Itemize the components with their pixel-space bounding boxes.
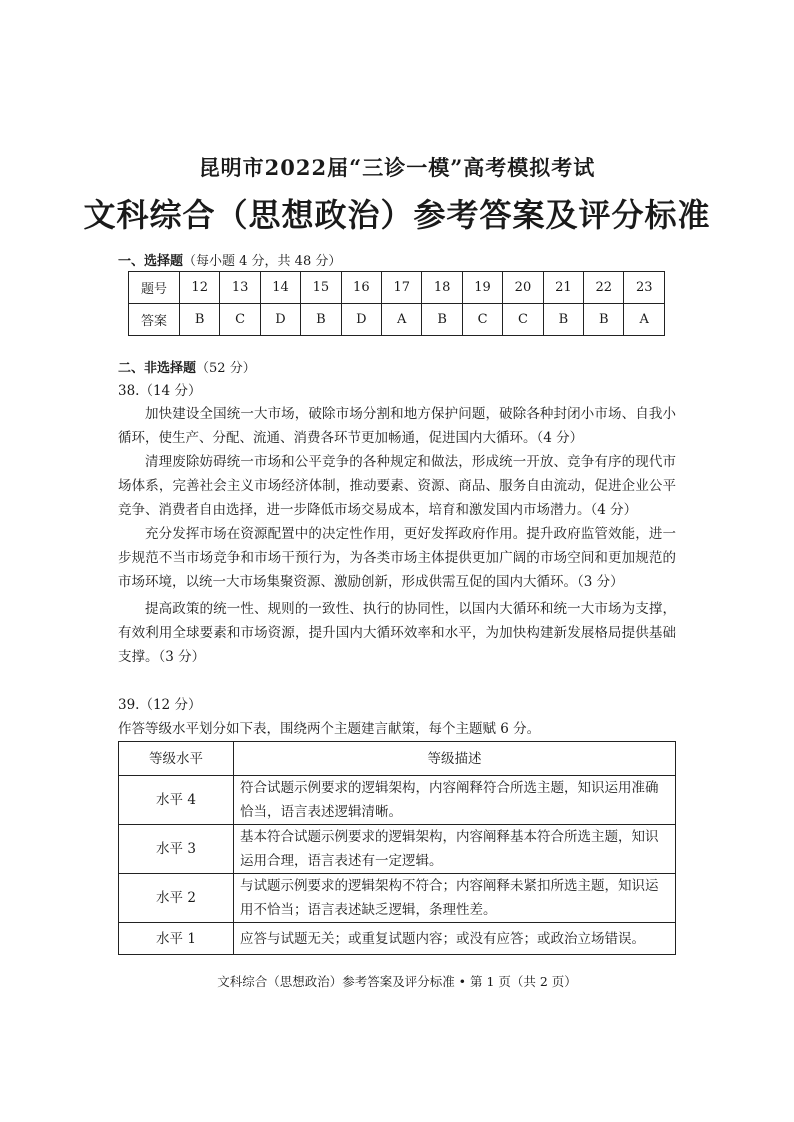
question-number: 17 — [382, 272, 422, 304]
question-number: 20 — [503, 272, 543, 304]
question-39-heading: 39.（12 分） — [118, 697, 202, 713]
section-2-heading — [118, 357, 256, 376]
level-description: 符合试题示例要求的逻辑架构，内容阐释符合所选主题，知识运用准确恰当，语言表述逻辑清晰。 — [234, 776, 676, 825]
question-number: 19 — [462, 272, 502, 304]
answer-letter: B — [543, 304, 583, 336]
table-row — [119, 923, 676, 955]
header-description: 等级描述 — [234, 742, 676, 776]
row-label-answer: 答案 — [129, 304, 180, 336]
answer-letter: C — [503, 304, 543, 336]
question-39-intro: 作答等级水平划分如下表，围绕两个主题建言献策，每个主题赋 6 分。 — [118, 721, 541, 737]
level-description: 基本符合试题示例要求的逻辑架构，内容阐释基本符合所选主题，知识运用合理，语言表述有一定逻辑。 — [234, 825, 676, 874]
section-1-note: （每小题 4 分，共 48 分） — [183, 254, 342, 269]
header-level: 等级水平 — [119, 742, 234, 776]
answer-letter: C — [220, 304, 260, 336]
section-2-label: 二、非选择题 — [118, 361, 197, 376]
question-number: 15 — [301, 272, 341, 304]
exam-title: 昆明市2022届“三诊一模”高考模拟考试 — [198, 155, 596, 180]
table-row — [119, 825, 676, 874]
question-number: 23 — [624, 272, 665, 304]
page-footer: 文科综合（思想政治）参考答案及评分标准 • 第 1 页（共 2 页） — [217, 974, 577, 989]
question-number: 21 — [543, 272, 583, 304]
document-title: 文科综合（思想政治）参考答案及评分标准 — [83, 196, 711, 234]
question-number: 12 — [180, 272, 220, 304]
section-1-heading — [118, 250, 341, 269]
multiple-choice-answer-table — [128, 271, 665, 336]
question-38-heading: 38.（14 分） — [118, 383, 202, 399]
question-number: 14 — [260, 272, 300, 304]
row-label-question: 题号 — [129, 272, 180, 304]
level-name: 水平 1 — [119, 923, 234, 955]
level-name: 水平 4 — [119, 776, 234, 825]
question-number: 13 — [220, 272, 260, 304]
question-number: 18 — [422, 272, 462, 304]
table-row — [119, 874, 676, 923]
answer-letter: A — [382, 304, 422, 336]
level-description: 与试题示例要求的逻辑架构不符合；内容阐释未紧扣所选主题，知识运用不恰当；语言表述缺乏逻辑，条理性差。 — [234, 874, 676, 923]
question-number: 16 — [341, 272, 381, 304]
section-2-note: （52 分） — [196, 361, 256, 376]
level-name: 水平 3 — [119, 825, 234, 874]
question-number: 22 — [584, 272, 624, 304]
answer-letter: B — [301, 304, 341, 336]
question-38-paragraph: 加快建设全国统一大市场，破除市场分割和地方保护问题，破除各种封闭小市场、自我小循环，使生产、分配、流通、消费各环节更加畅通，促进国内大循环。（4 分） — [118, 406, 676, 446]
question-38-paragraph: 提高政策的统一性、规则的一致性、执行的协同性，以国内大循环和统一大市场为支撑，有效利用全球要素和市场资源，提升国内大循环效率和水平，为加快构建新发展格局提供基础支撑。（3 分） — [118, 601, 676, 665]
answer-letter: C — [462, 304, 502, 336]
answer-letter: B — [422, 304, 462, 336]
answer-row — [129, 304, 665, 336]
answer-letter: B — [180, 304, 220, 336]
answer-letter: D — [260, 304, 300, 336]
question-38-paragraph: 清理废除妨碍统一市场和公平竞争的各种规定和做法，形成统一开放、竞争有序的现代市场体系，完善社会主义市场经济体制，推动要素、资源、商品、服务自由流动，促进企业公平竞争、消费者自由选择，进一步降低市场交易成本，培育和激发国内市场潜力。（4 分） — [118, 454, 676, 518]
section-1-label: 一、选择题 — [118, 254, 184, 269]
table-header-row — [119, 742, 676, 776]
answer-letter: D — [341, 304, 381, 336]
question-38-paragraph: 充分发挥市场在资源配置中的决定性作用，更好发挥政府作用。提升政府监管效能，进一步规范不当市场竞争和市场干预行为，为各类市场主体提供更加广阔的市场空间和更加规范的市场环境，以统一大市场集聚资源、激励创新，形成供需互促的国内大循环。（3 分） — [118, 526, 676, 590]
answer-letter: B — [584, 304, 624, 336]
level-name: 水平 2 — [119, 874, 234, 923]
table-row — [119, 776, 676, 825]
answer-letter: A — [624, 304, 665, 336]
level-description: 应答与试题无关；或重复试题内容；或没有应答；或政治立场错误。 — [234, 923, 676, 955]
question-number-row — [129, 272, 665, 304]
grading-level-table — [118, 741, 676, 955]
